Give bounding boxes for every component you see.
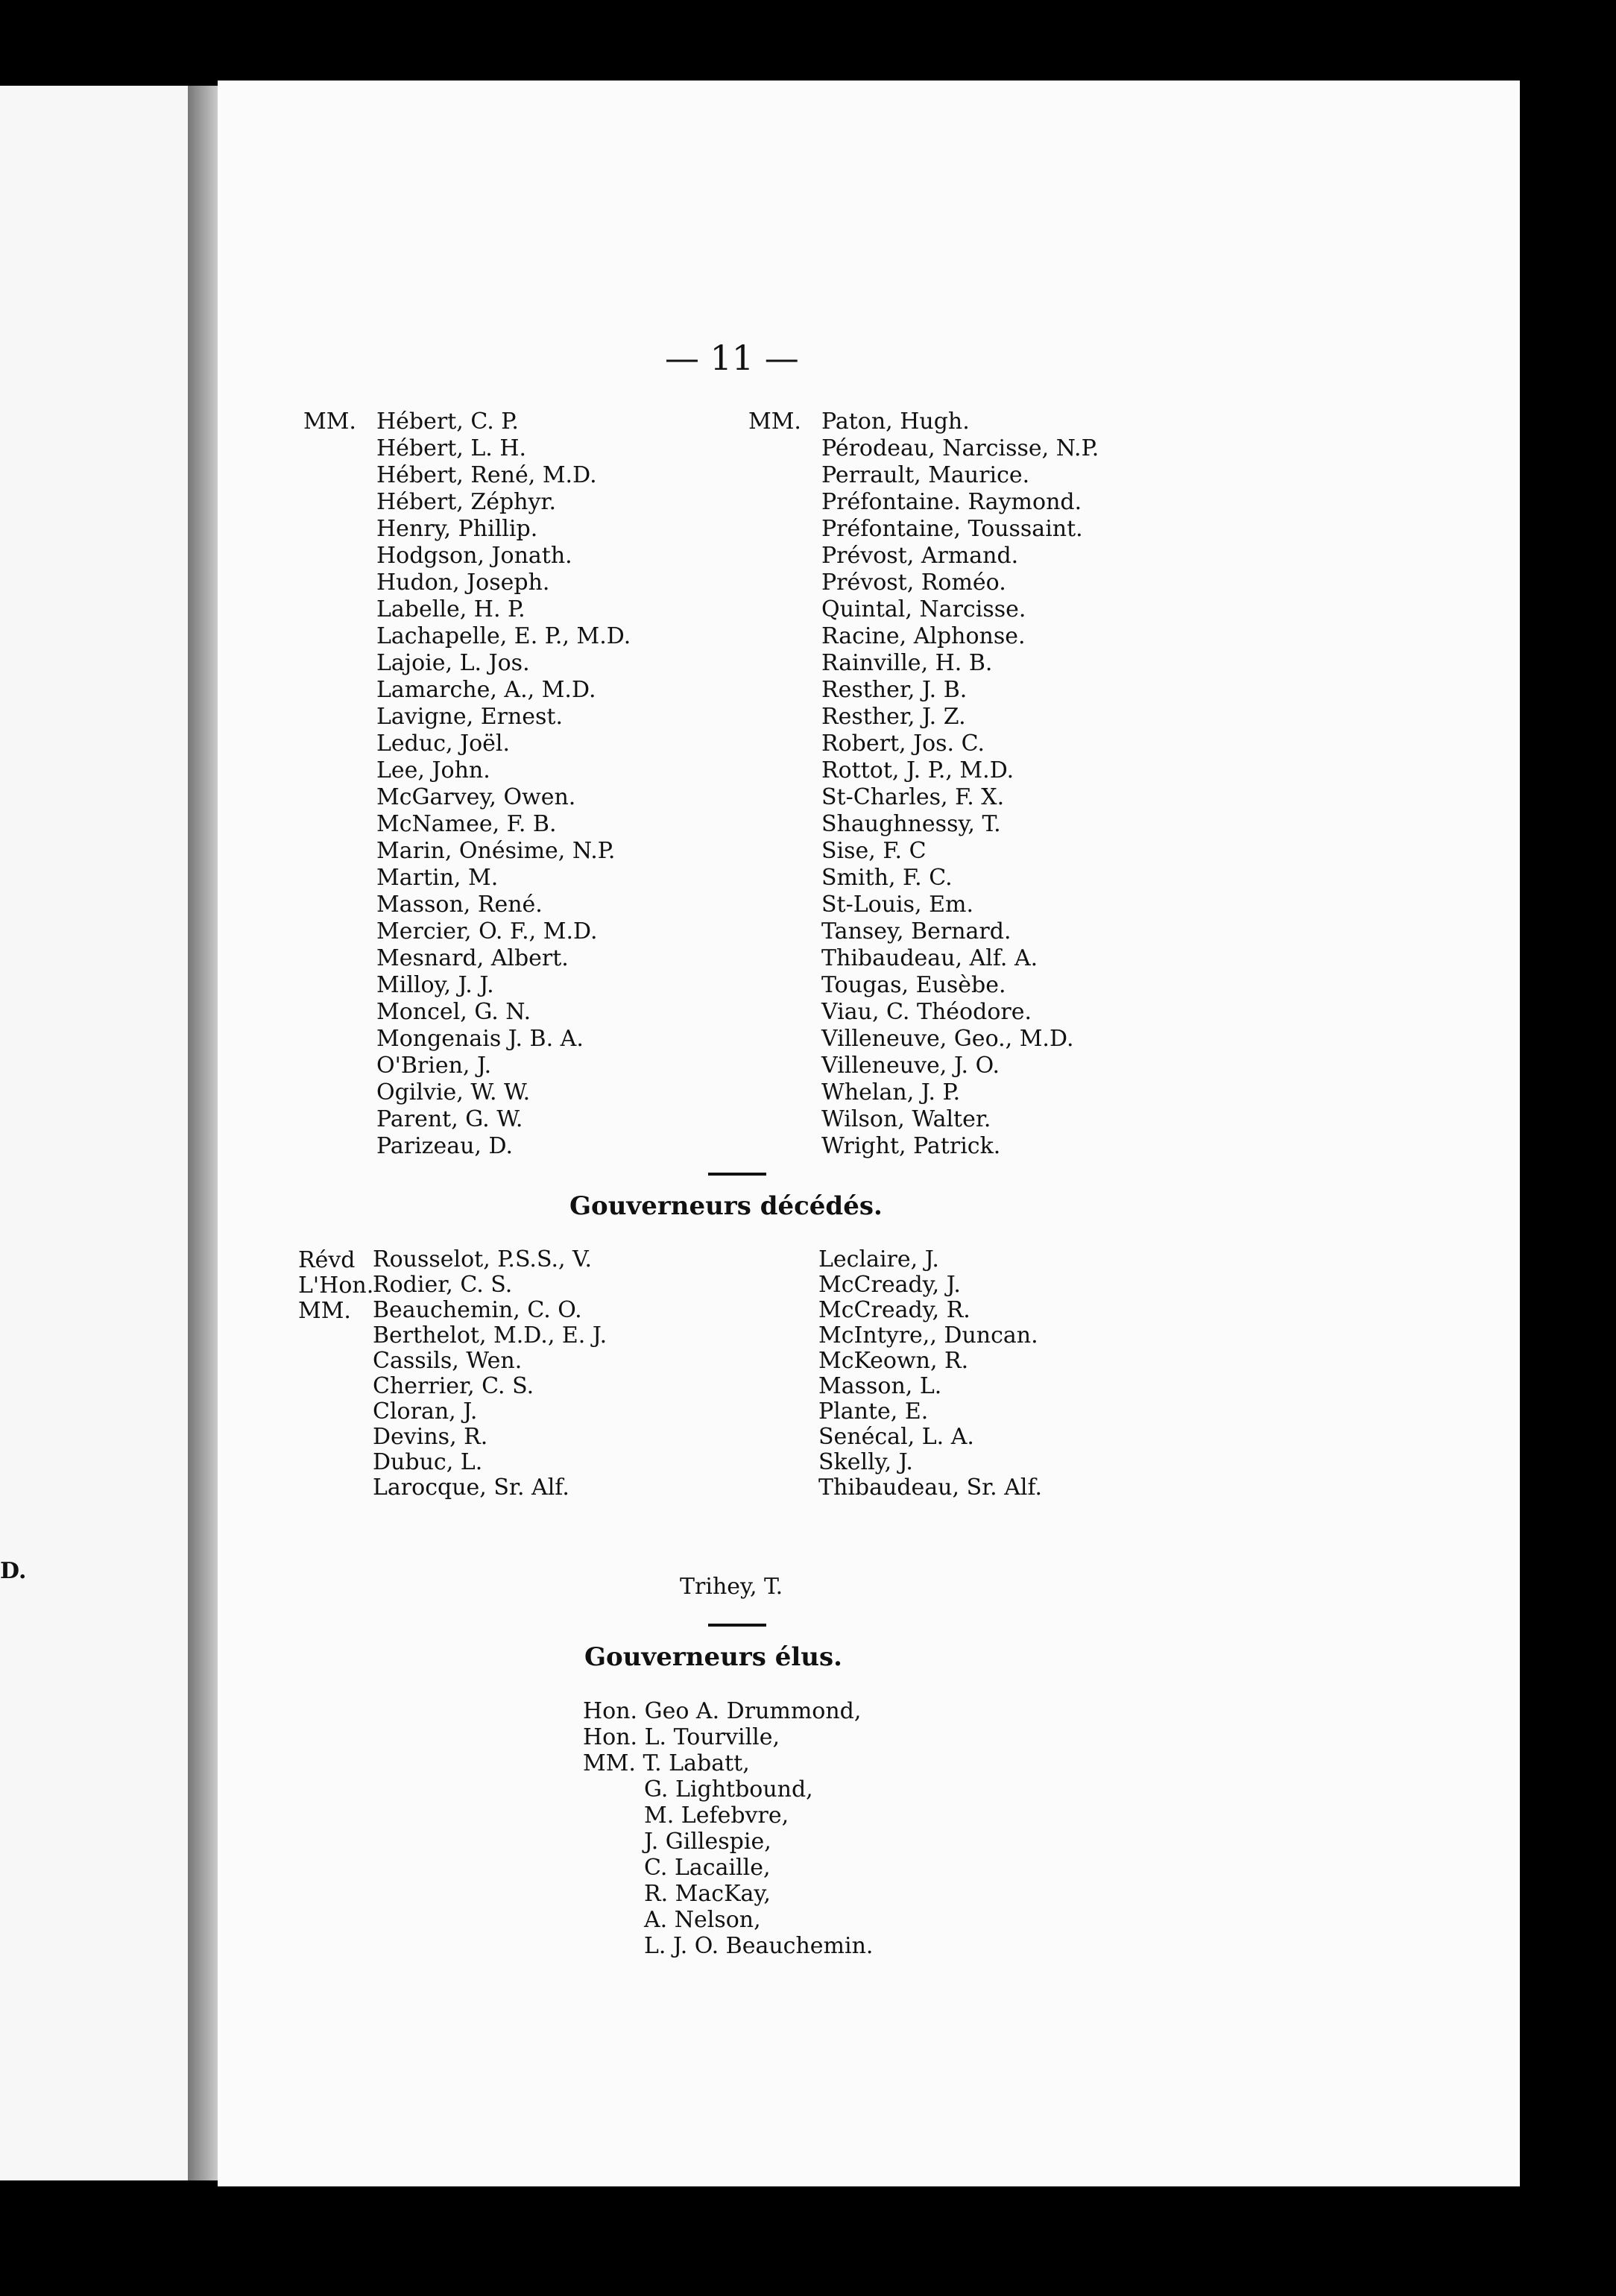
section-divider xyxy=(708,1173,766,1176)
list-item: R. MacKay, xyxy=(644,1881,771,1907)
list-item: Parizeau, D. xyxy=(376,1133,514,1159)
list-item: Tansey, Bernard. xyxy=(821,918,1011,944)
list-item: Hudon, Joseph. xyxy=(376,570,550,596)
list-item: Masson, René. xyxy=(376,892,543,918)
list-item: Hon. L. Tourville, xyxy=(583,1724,780,1750)
list-item: Parent, G. W. xyxy=(376,1106,523,1132)
governors-right-column xyxy=(821,409,1099,1160)
list-item: Resther, J. B. xyxy=(821,677,968,703)
list-item: Leduc, Joël. xyxy=(376,731,511,757)
list-item: McIntyre,, Duncan. xyxy=(818,1322,1038,1349)
list-item: MM. T. Labatt, xyxy=(583,1750,750,1776)
list-item: Préfontaine, Toussaint. xyxy=(821,516,1083,542)
list-item: G. Lightbound, xyxy=(644,1776,813,1803)
list-item: Masson, L. xyxy=(818,1373,942,1399)
list-item: Plante, E. xyxy=(818,1398,929,1425)
list-item: Henry, Phillip. xyxy=(376,516,538,542)
deceased-last-entry: Trihey, T. xyxy=(680,1574,783,1600)
list-item: Hon. Geo A. Drummond, xyxy=(583,1698,862,1724)
list-item: Quintal, Narcisse. xyxy=(821,596,1026,622)
list-item: Ogilvie, W. W. xyxy=(376,1079,531,1106)
list-item: McCready, J. xyxy=(818,1272,961,1298)
list-item: Lachapelle, E. P., M.D. xyxy=(376,623,631,649)
previous-page-edge xyxy=(0,86,201,2180)
list-item: Hébert, L. H. xyxy=(376,435,527,461)
list-item: Rainville, H. B. xyxy=(821,650,993,676)
list-item: Moncel, G. N. xyxy=(376,999,531,1025)
list-item: Mercier, O. F., M.D. xyxy=(376,918,598,944)
list-item: Rottot, J. P., M.D. xyxy=(821,757,1014,783)
list-item: Lamarche, A., M.D. xyxy=(376,677,596,703)
list-item: Rousselot, P.S.S., V. xyxy=(373,1246,593,1272)
prefix-mm: MM. xyxy=(298,1298,351,1324)
list-item: Cherrier, C. S. xyxy=(373,1373,534,1399)
page-number: — 11 — xyxy=(665,338,799,378)
list-item: Leclaire, J. xyxy=(818,1246,939,1272)
deceased-right-column xyxy=(818,1247,1042,1501)
list-item: Prévost, Armand. xyxy=(821,543,1019,569)
list-item: Perrault, Maurice. xyxy=(821,462,1030,488)
list-item: Pérodeau, Narcisse, N.P. xyxy=(821,435,1099,461)
deceased-left-column xyxy=(373,1247,607,1501)
list-item: Tougas, Eusèbe. xyxy=(821,972,1006,998)
list-item: McGarvey, Owen. xyxy=(376,784,576,810)
list-item: Devins, R. xyxy=(373,1424,488,1450)
list-item: Whelan, J. P. xyxy=(821,1079,961,1106)
list-item: St-Louis, Em. xyxy=(821,892,973,918)
list-item: Beauchemin, C. O. xyxy=(373,1297,582,1323)
list-item: M. Lefebvre, xyxy=(644,1803,789,1829)
right-column-prefix: MM. xyxy=(748,409,801,435)
list-item: St-Charles, F. X. xyxy=(821,784,1005,810)
governors-left-column xyxy=(376,409,631,1160)
section-divider-2 xyxy=(708,1624,766,1627)
list-item: Sise, F. C xyxy=(821,838,927,864)
list-item: Wilson, Walter. xyxy=(821,1106,991,1132)
list-item: Thibaudeau, Sr. Alf. xyxy=(818,1475,1043,1501)
list-item: Cloran, J. xyxy=(373,1398,478,1425)
list-item: McNamee, F. B. xyxy=(376,811,557,837)
list-item: Paton, Hugh. xyxy=(821,409,970,435)
list-item: L. J. O. Beauchemin. xyxy=(644,1933,874,1959)
list-item: A. Nelson, xyxy=(644,1907,761,1933)
list-item: Hébert, C. P. xyxy=(376,409,519,435)
previous-page-fragment: D. xyxy=(0,1558,27,1584)
elected-list xyxy=(583,1698,873,1959)
list-item: Dubuc, L. xyxy=(373,1449,483,1475)
list-item: Milloy, J. J. xyxy=(376,972,494,998)
list-item: McCready, R. xyxy=(818,1297,970,1323)
list-item: J. Gillespie, xyxy=(644,1829,771,1855)
list-item: Lee, John. xyxy=(376,757,490,783)
list-item: Resther, J. Z. xyxy=(821,704,966,730)
list-item: Marin, Onésime, N.P. xyxy=(376,838,616,864)
list-item: Cassils, Wen. xyxy=(373,1348,523,1374)
book-spine xyxy=(188,86,219,2180)
list-item: Mesnard, Albert. xyxy=(376,945,569,971)
list-item: Villeneuve, Geo., M.D. xyxy=(821,1026,1074,1052)
list-item: Villeneuve, J. O. xyxy=(821,1053,1000,1079)
list-item: Berthelot, M.D., E. J. xyxy=(373,1322,607,1349)
list-item: Labelle, H. P. xyxy=(376,596,525,622)
list-item: Lavigne, Ernest. xyxy=(376,704,564,730)
list-item: Martin, M. xyxy=(376,865,499,891)
list-item: Robert, Jos. C. xyxy=(821,731,985,757)
list-item: Lajoie, L. Jos. xyxy=(376,650,530,676)
left-column-prefix: MM. xyxy=(303,409,356,435)
list-item: McKeown, R. xyxy=(818,1348,969,1374)
list-item: Thibaudeau, Alf. A. xyxy=(821,945,1038,971)
list-item: Rodier, C. S. xyxy=(373,1272,513,1298)
list-item: Shaughnessy, T. xyxy=(821,811,1001,837)
list-item: Wright, Patrick. xyxy=(821,1133,1001,1159)
list-item: Racine, Alphonse. xyxy=(821,623,1026,649)
list-item: Viau, C. Théodore. xyxy=(821,999,1032,1025)
list-item: C. Lacaille, xyxy=(644,1855,771,1881)
list-item: Prévost, Roméo. xyxy=(821,570,1006,596)
deceased-heading: Gouverneurs décédés. xyxy=(569,1191,883,1221)
list-item: Skelly, J. xyxy=(818,1449,913,1475)
list-item: Préfontaine. Raymond. xyxy=(821,489,1082,515)
list-item: Hébert, Zéphyr. xyxy=(376,489,556,515)
document-page xyxy=(218,81,1520,2186)
list-item: Smith, F. C. xyxy=(821,865,953,891)
list-item: Hodgson, Jonath. xyxy=(376,543,572,569)
list-item: Mongenais J. B. A. xyxy=(376,1026,584,1052)
prefix-revd: Révd xyxy=(298,1247,356,1273)
prefix-lhon: L'Hon. xyxy=(298,1272,374,1299)
elected-heading: Gouverneurs élus. xyxy=(584,1642,842,1672)
list-item: Larocque, Sr. Alf. xyxy=(373,1475,569,1501)
list-item: Hébert, René, M.D. xyxy=(376,462,597,488)
list-item: Senécal, L. A. xyxy=(818,1424,974,1450)
list-item: O'Brien, J. xyxy=(376,1053,492,1079)
